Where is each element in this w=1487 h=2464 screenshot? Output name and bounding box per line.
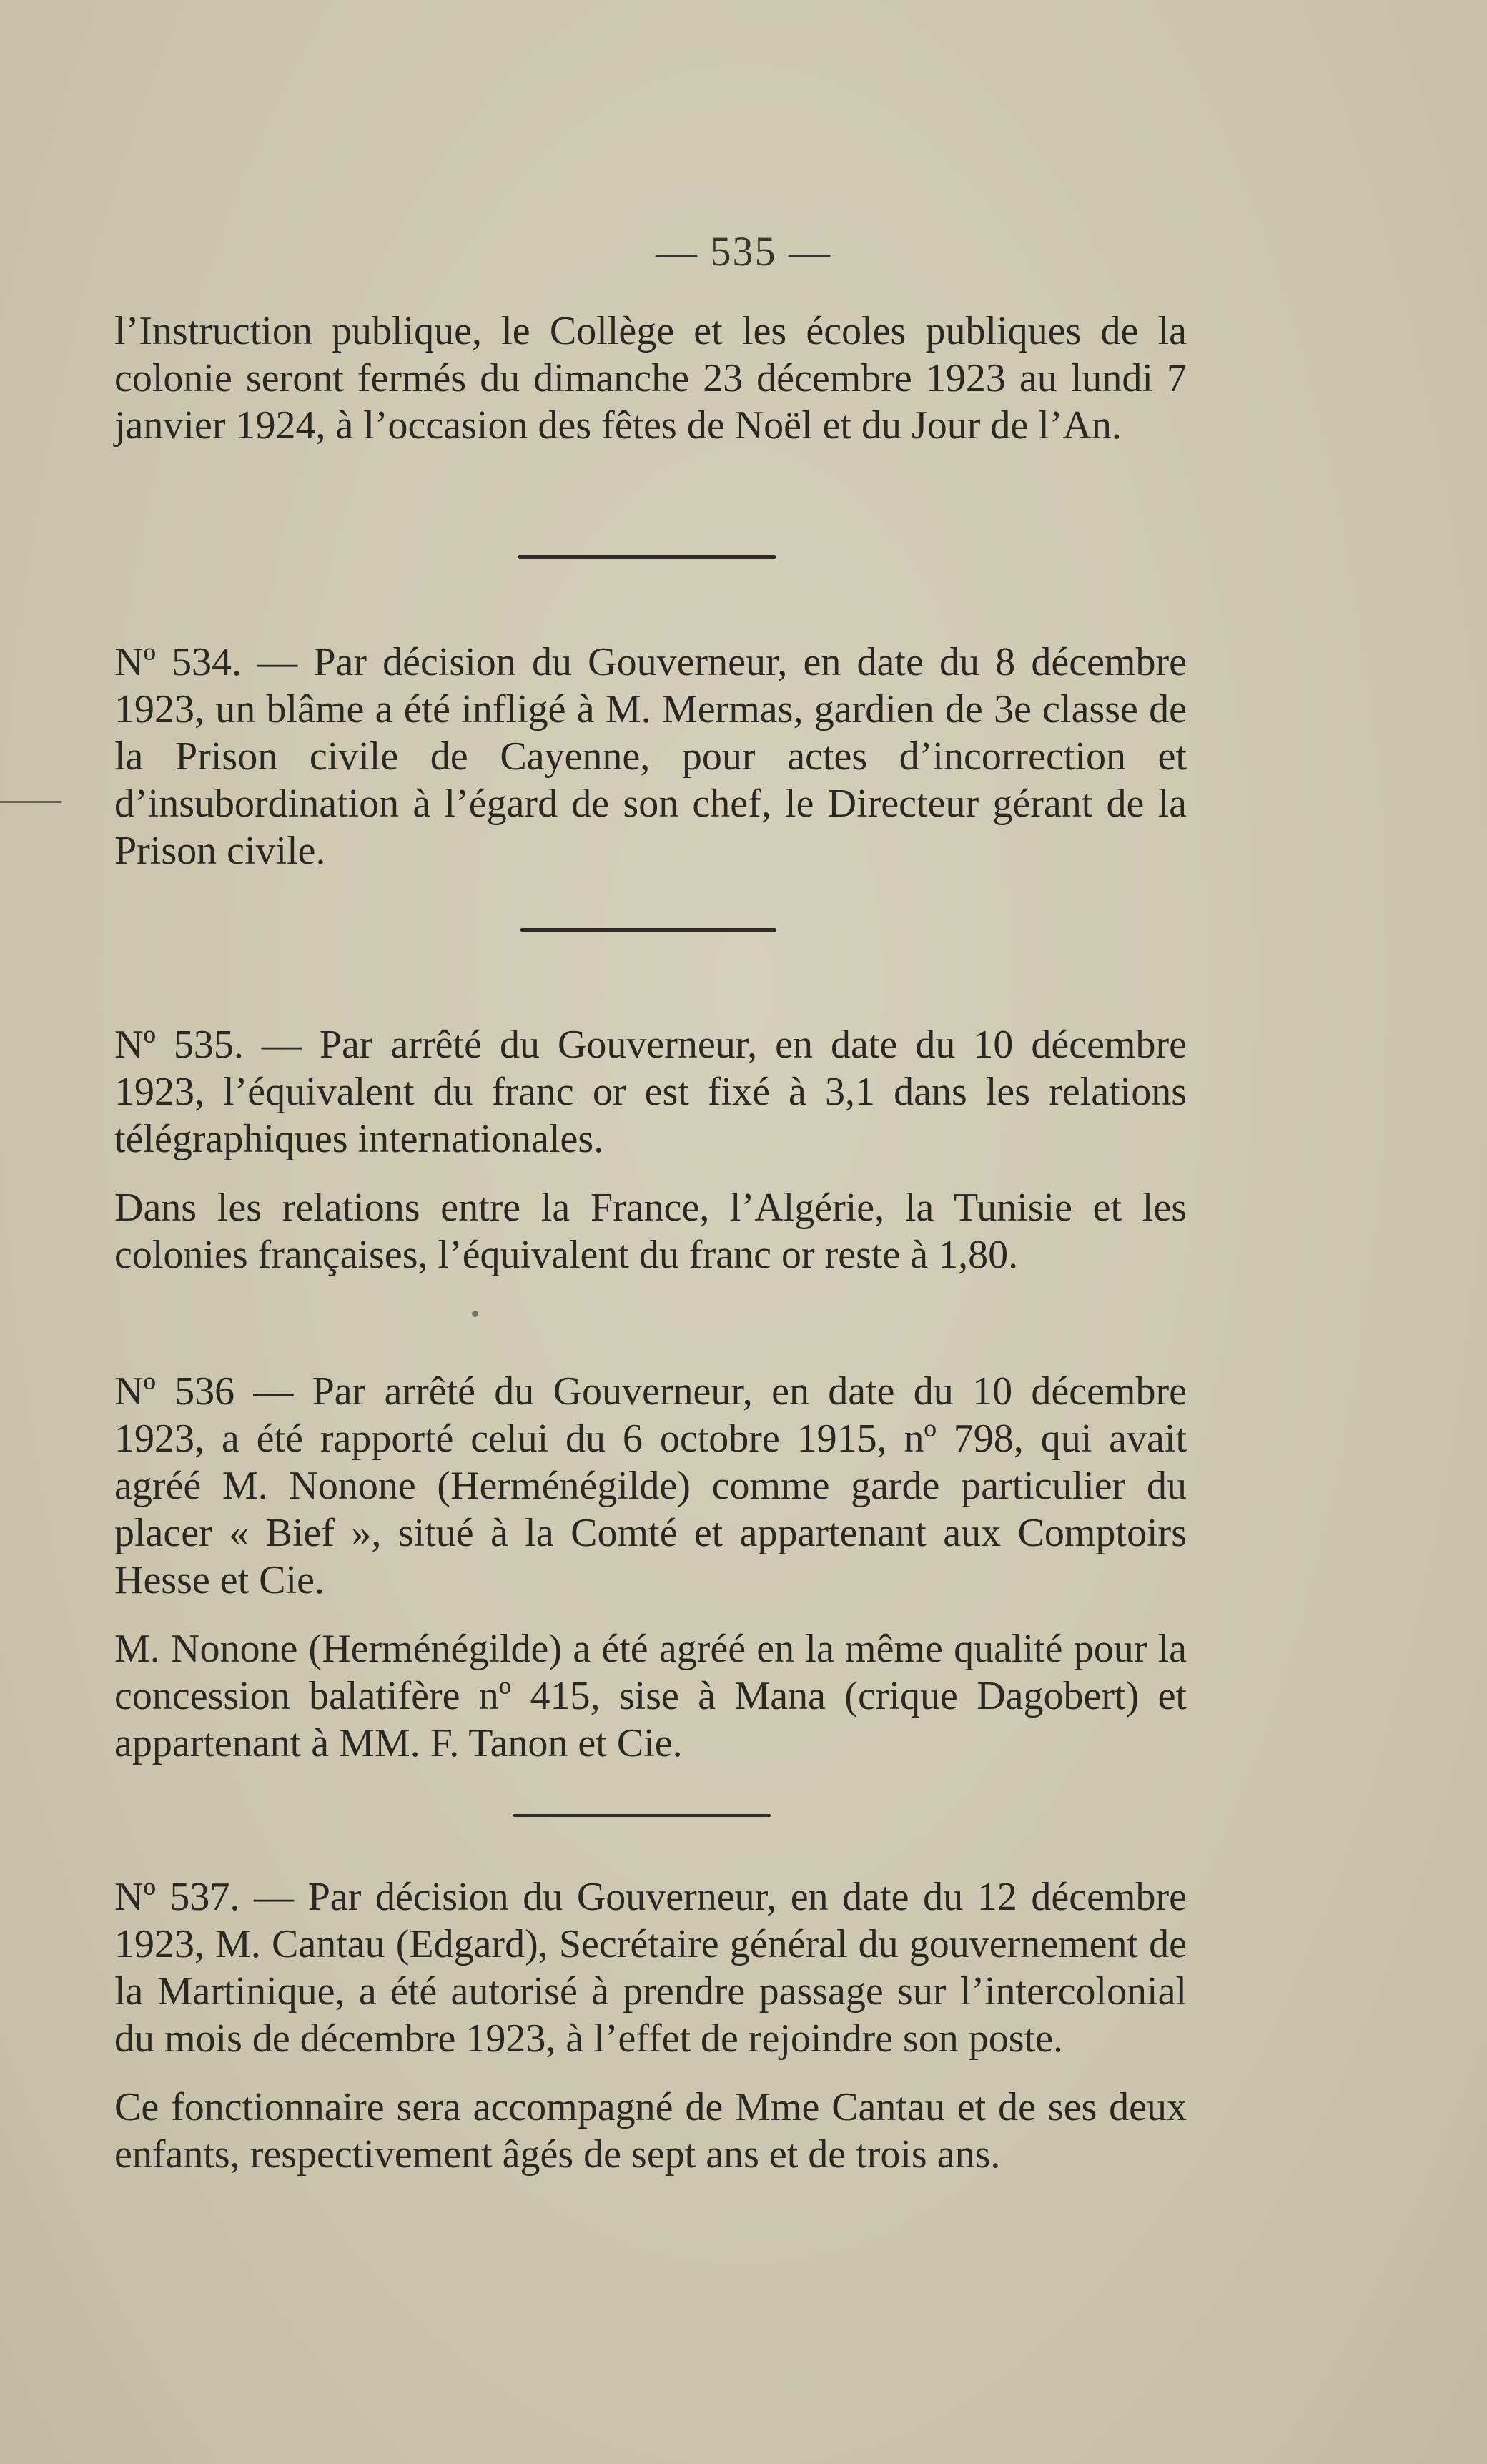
entry-536-text-2: M. Nonone (Herménégilde) a été agréé en la même qualité pour la concession balatifère nº 415, sise à Mana (crique Dagobert) et appartenant à MM. F. Tanon et Cie. bbox=[114, 1627, 1187, 1765]
margin-mark bbox=[0, 801, 61, 803]
separator-rule bbox=[513, 1814, 771, 1817]
separator-rule bbox=[518, 555, 776, 559]
page-number: — 535 — bbox=[656, 228, 831, 275]
entry-535-text-2: Dans les relations entre la France, l’Algérie, la Tunisie et les colonies françaises, l’équivalent du franc or reste à 1,80. bbox=[114, 1186, 1187, 1277]
entry-534 bbox=[114, 639, 1187, 874]
separator-rule bbox=[520, 928, 776, 932]
entry-535 bbox=[114, 1021, 1187, 1278]
ink-spot bbox=[472, 1311, 478, 1317]
continuation-paragraph bbox=[114, 307, 1187, 449]
entry-535-text: Nº 535. — Par arrêté du Gouverneur, en date du 10 décembre 1923, l’équivalent du franc or est fixé à 3,1 dans les relations télégraphiques internationales. bbox=[114, 1022, 1187, 1161]
entry-536-text: Nº 536 — Par arrêté du Gouverneur, en date du 10 décembre 1923, a été rapporté celui du 6 octobre 1915, nº 798, qui avait agréé M. Nonone (Herménégilde) comme garde particulier du placer « Bief », situé à la Comté et appartenant aux Comptoirs Hesse et Cie. bbox=[114, 1369, 1187, 1602]
entry-537 bbox=[114, 1873, 1187, 2178]
entry-537-text: Nº 537. — Par décision du Gouverneur, en date du 12 décembre 1923, M. Cantau (Edgard), Secrétaire général du gouvernement de la Martinique, a été autorisé à prendre passage sur l’intercolonial du mois de décembre 1923, à l’effet de rejoindre son poste. bbox=[114, 1875, 1187, 2061]
entry-537-text-2: Ce fonctionnaire sera accompagné de Mme Cantau et de ses deux enfants, respectivement âgés de sept ans et de trois ans. bbox=[114, 2085, 1187, 2177]
entry-536 bbox=[114, 1368, 1187, 1767]
entry-534-text: Nº 534. — Par décision du Gouverneur, en date du 8 décembre 1923, un blâme a été infligé à M. Mermas, gardien de 3e classe de la Prison civile de Cayenne, pour actes d’incorrection et d’insubordination à l’égard de son chef, le Directeur gérant de la Prison civile. bbox=[114, 640, 1187, 873]
continuation-text: l’Instruction publique, le Collège et les écoles publiques de la colonie seront fermés du dimanche 23 décembre 1923 au lundi 7 janvier 1924, à l’occasion des fêtes de Noël et du Jour de l’An. bbox=[114, 309, 1187, 448]
